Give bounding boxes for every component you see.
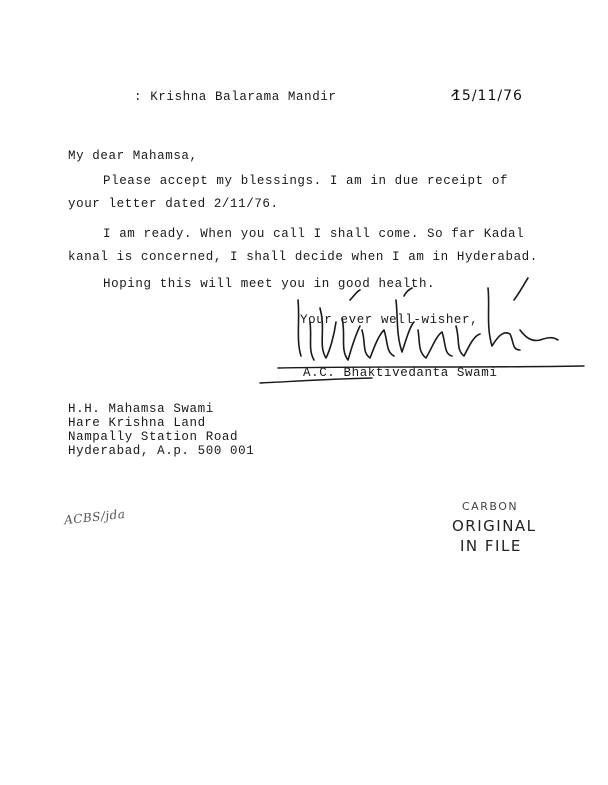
salutation: My dear Mahamsa, [68,149,198,163]
stamp-original: ORIGINAL [452,517,537,535]
address-line-4: Hyderabad, A.p. 500 001 [68,444,255,458]
body-line-5: Hoping this will meet you in good health. [103,277,436,291]
stamp-in-file: IN FILE [460,537,522,555]
body-line-1: Please accept my blessings. I am in due receipt of [103,174,509,188]
body-line-4: kanal is concerned, I shall decide when I am in Hyderabad. [68,250,538,264]
stamp-carbon: CARBON [462,500,519,513]
header-place: : Krishna Balarama Mandir [134,90,337,104]
address-line-3: Nampally Station Road [68,430,239,444]
address-line-1: H.H. Mahamsa Swami [68,402,214,416]
signatory: A.C. Bhaktivedanta Swami [303,366,498,380]
header-date: 15/11/76 [452,88,523,104]
address-line-2: Hare Krishna Land [68,416,206,430]
body-line-3: I am ready. When you call I shall come. So far Kadal [103,227,525,241]
body-line-2: your letter dated 2/11/76. [68,197,279,211]
closing: Your ever well-wisher, [300,313,479,327]
reference-initials: ACBS/jda [63,506,127,528]
